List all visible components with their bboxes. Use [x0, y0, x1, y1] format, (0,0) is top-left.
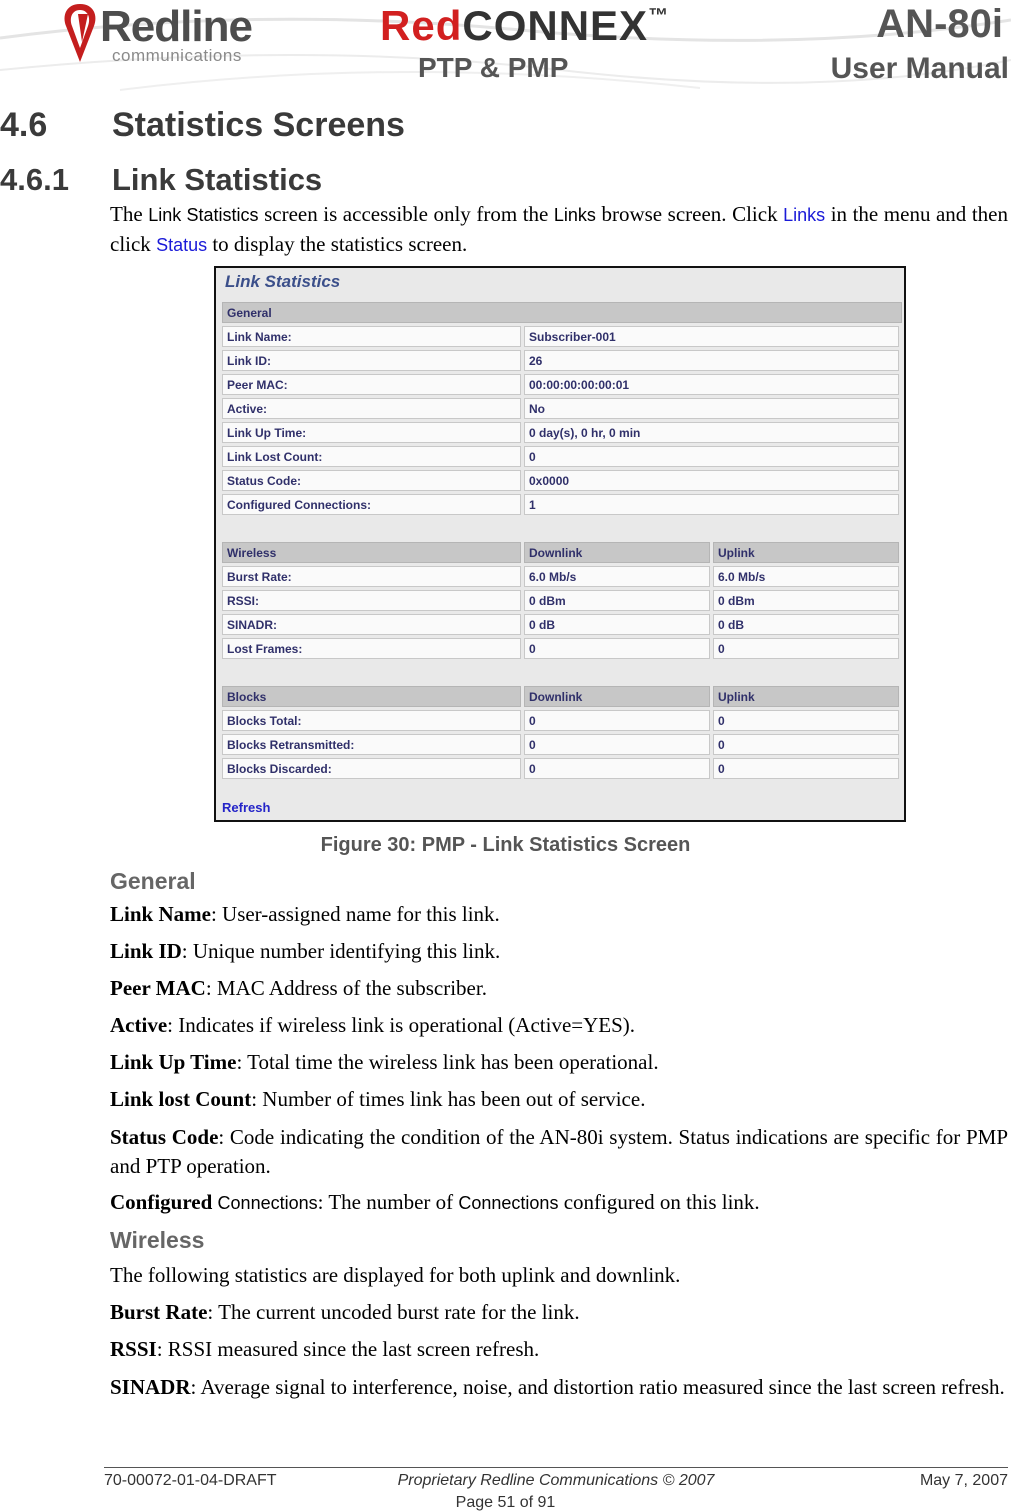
table-row — [222, 446, 902, 467]
row-label: Link Lost Count: — [222, 446, 521, 467]
wireless-header-row — [222, 542, 902, 563]
status-menu-reference: Status — [156, 235, 208, 255]
row-value: Subscriber-001 — [524, 326, 899, 347]
uplink-header: Uplink — [713, 686, 899, 707]
row-label: Burst Rate: — [222, 566, 521, 587]
definition: : MAC Address of the subscriber. — [205, 976, 487, 1000]
product-name: AN-80i — [876, 2, 1003, 46]
general-header: General — [222, 302, 902, 323]
term: Link lost Count — [110, 1087, 252, 1111]
table-row — [222, 614, 902, 635]
page-header — [0, 0, 1011, 100]
logo-wordmark: Redline — [100, 2, 252, 51]
wireless-intro: The following statistics are displayed for both uplink and downlink. — [110, 1263, 681, 1287]
uplink-value: 0 dBm — [713, 590, 899, 611]
brand-title — [380, 2, 669, 50]
subsection-heading — [0, 162, 322, 198]
row-value: 0 day(s), 0 hr, 0 min — [524, 422, 899, 443]
general-header-row — [222, 302, 902, 323]
downlink-header: Downlink — [524, 686, 710, 707]
uplink-value: 0 — [713, 734, 899, 755]
table-row — [222, 470, 902, 491]
definition-sinadr — [110, 1373, 1008, 1402]
table-row — [222, 566, 902, 587]
term: Link ID — [110, 939, 182, 963]
definition-burst-rate — [110, 1298, 1008, 1327]
section-number: 4.6 — [0, 106, 48, 144]
row-label: Blocks Total: — [222, 710, 521, 731]
definition: : The number of — [317, 1190, 459, 1214]
definition-active — [110, 1011, 1008, 1040]
row-label: RSSI: — [222, 590, 521, 611]
row-label: Configured Connections: — [222, 494, 521, 515]
table-row — [222, 374, 902, 395]
definition: configured on this link. — [558, 1190, 760, 1214]
table-row — [222, 734, 902, 755]
table-row — [222, 638, 902, 659]
intro-text: screen is accessible only from the — [258, 202, 554, 226]
row-label: Blocks Retransmitted: — [222, 734, 521, 755]
definition: : User-assigned name for this link. — [210, 902, 500, 926]
row-value: 0 — [524, 446, 899, 467]
row-value: 0x0000 — [524, 470, 899, 491]
downlink-header: Downlink — [524, 542, 710, 563]
screenshot-title: Link Statistics — [225, 272, 341, 291]
row-label: Lost Frames: — [222, 638, 521, 659]
redline-logo-icon — [58, 2, 102, 66]
uplink-header: Uplink — [713, 542, 899, 563]
table-row — [222, 326, 902, 347]
uplink-value: 0 — [713, 758, 899, 779]
downlink-value: 0 dBm — [524, 590, 710, 611]
wireless-heading: Wireless — [110, 1227, 205, 1253]
row-label: SINADR: — [222, 614, 521, 635]
document-id: 70-00072-01-04-DRAFT — [104, 1472, 277, 1489]
uplink-value: 0 — [713, 710, 899, 731]
document-date: May 7, 2007 — [919, 1472, 1008, 1489]
page-number: Page 51 of 91 — [455, 1494, 556, 1511]
link-statistics-screenshot — [214, 266, 906, 822]
ui-term-connections: Connections — [217, 1193, 318, 1213]
wireless-header: Wireless — [222, 542, 521, 563]
term: Peer MAC — [110, 976, 206, 1000]
term: RSSI — [110, 1337, 157, 1361]
definition: : Average signal to interference, noise, and distortion ratio measured since the last screen refresh. — [190, 1375, 1005, 1399]
section-title: Statistics Screens — [112, 106, 405, 144]
downlink-value: 0 — [524, 734, 710, 755]
logo-subtitle: communications — [112, 46, 242, 65]
intro-text: browse screen. Click — [595, 202, 784, 226]
uplink-value: 0 dB — [713, 614, 899, 635]
definition: : Indicates if wireless link is operational (Active=YES). — [167, 1013, 636, 1037]
blocks-header: Blocks — [222, 686, 521, 707]
row-value: 26 — [524, 350, 899, 371]
definition: : Total time the wireless link has been operational. — [236, 1050, 659, 1074]
brand-dark: CONNEX — [462, 2, 649, 49]
term: SINADR — [110, 1375, 191, 1399]
table-row — [222, 350, 902, 371]
links-menu-reference: Links — [783, 205, 826, 225]
definition-configured-connections — [110, 1188, 1008, 1218]
brand-red: Red — [380, 2, 463, 49]
definition: : RSSI measured since the last screen refresh. — [156, 1337, 540, 1361]
table-row — [222, 590, 902, 611]
intro-paragraph — [110, 200, 1008, 260]
ui-term-connections: Connections — [458, 1193, 559, 1213]
term: Configured — [110, 1190, 213, 1214]
definition: : Code indicating the condition of the AN-80i system. Status indications are specific for PMP and PTP operation. — [110, 1125, 1009, 1178]
subsection-number: 4.6.1 — [0, 162, 69, 197]
subsection-title: Link Statistics — [112, 162, 323, 197]
definition: : Unique number identifying this link. — [181, 939, 501, 963]
term: Status Code — [110, 1125, 219, 1149]
downlink-value: 6.0 Mb/s — [524, 566, 710, 587]
term: Active — [110, 1013, 168, 1037]
definition-link-name — [110, 900, 1008, 929]
term: Burst Rate — [110, 1300, 208, 1324]
definition-peer-mac — [110, 974, 1008, 1003]
ui-term-links: Links — [553, 205, 596, 225]
header-mode: PTP & PMP — [418, 52, 569, 83]
definition-status-code — [110, 1123, 1008, 1181]
table-row — [222, 494, 902, 515]
table-row — [222, 422, 902, 443]
table-row — [222, 758, 902, 779]
uplink-value: 0 — [713, 638, 899, 659]
term: Link Name — [110, 902, 211, 926]
definition: : Number of times link has been out of service. — [251, 1087, 646, 1111]
row-value: 00:00:00:00:00:01 — [524, 374, 899, 395]
row-value: No — [524, 398, 899, 419]
definition-rssi — [110, 1335, 1008, 1364]
row-label: Link Up Time: — [222, 422, 521, 443]
intro-text: to display the statistics screen. — [207, 232, 468, 256]
term: Link Up Time — [110, 1050, 237, 1074]
row-label: Blocks Discarded: — [222, 758, 521, 779]
footer-divider — [104, 1467, 1008, 1468]
intro-text: The — [110, 202, 149, 226]
definition-link-up-time — [110, 1048, 1008, 1077]
row-label: Active: — [222, 398, 521, 419]
trademark-symbol: ™ — [648, 5, 670, 27]
definition: : The current uncoded burst rate for the link. — [207, 1300, 580, 1324]
table-row — [222, 710, 902, 731]
row-label: Link Name: — [222, 326, 521, 347]
intro-text: in the menu and then click — [110, 202, 1009, 256]
definition-link-lost-count — [110, 1085, 1008, 1114]
row-label: Link ID: — [222, 350, 521, 371]
copyright-notice: Proprietary Redline Communications © 2007 — [397, 1472, 715, 1489]
row-label: Peer MAC: — [222, 374, 521, 395]
figure-caption: Figure 30: PMP - Link Statistics Screen — [320, 834, 691, 856]
downlink-value: 0 dB — [524, 614, 710, 635]
row-value: 1 — [524, 494, 899, 515]
downlink-value: 0 — [524, 710, 710, 731]
definition-link-id — [110, 937, 1008, 966]
page-footer — [104, 1472, 1008, 1492]
refresh-link[interactable]: Refresh — [222, 800, 271, 815]
table-row — [222, 398, 902, 419]
general-heading: General — [110, 868, 196, 894]
section-heading — [0, 106, 405, 145]
row-label: Status Code: — [222, 470, 521, 491]
ui-term-link-statistics: Link Statistics — [148, 205, 259, 225]
downlink-value: 0 — [524, 758, 710, 779]
header-doc-type: User Manual — [830, 52, 1009, 85]
downlink-value: 0 — [524, 638, 710, 659]
blocks-header-row — [222, 686, 902, 707]
uplink-value: 6.0 Mb/s — [713, 566, 899, 587]
